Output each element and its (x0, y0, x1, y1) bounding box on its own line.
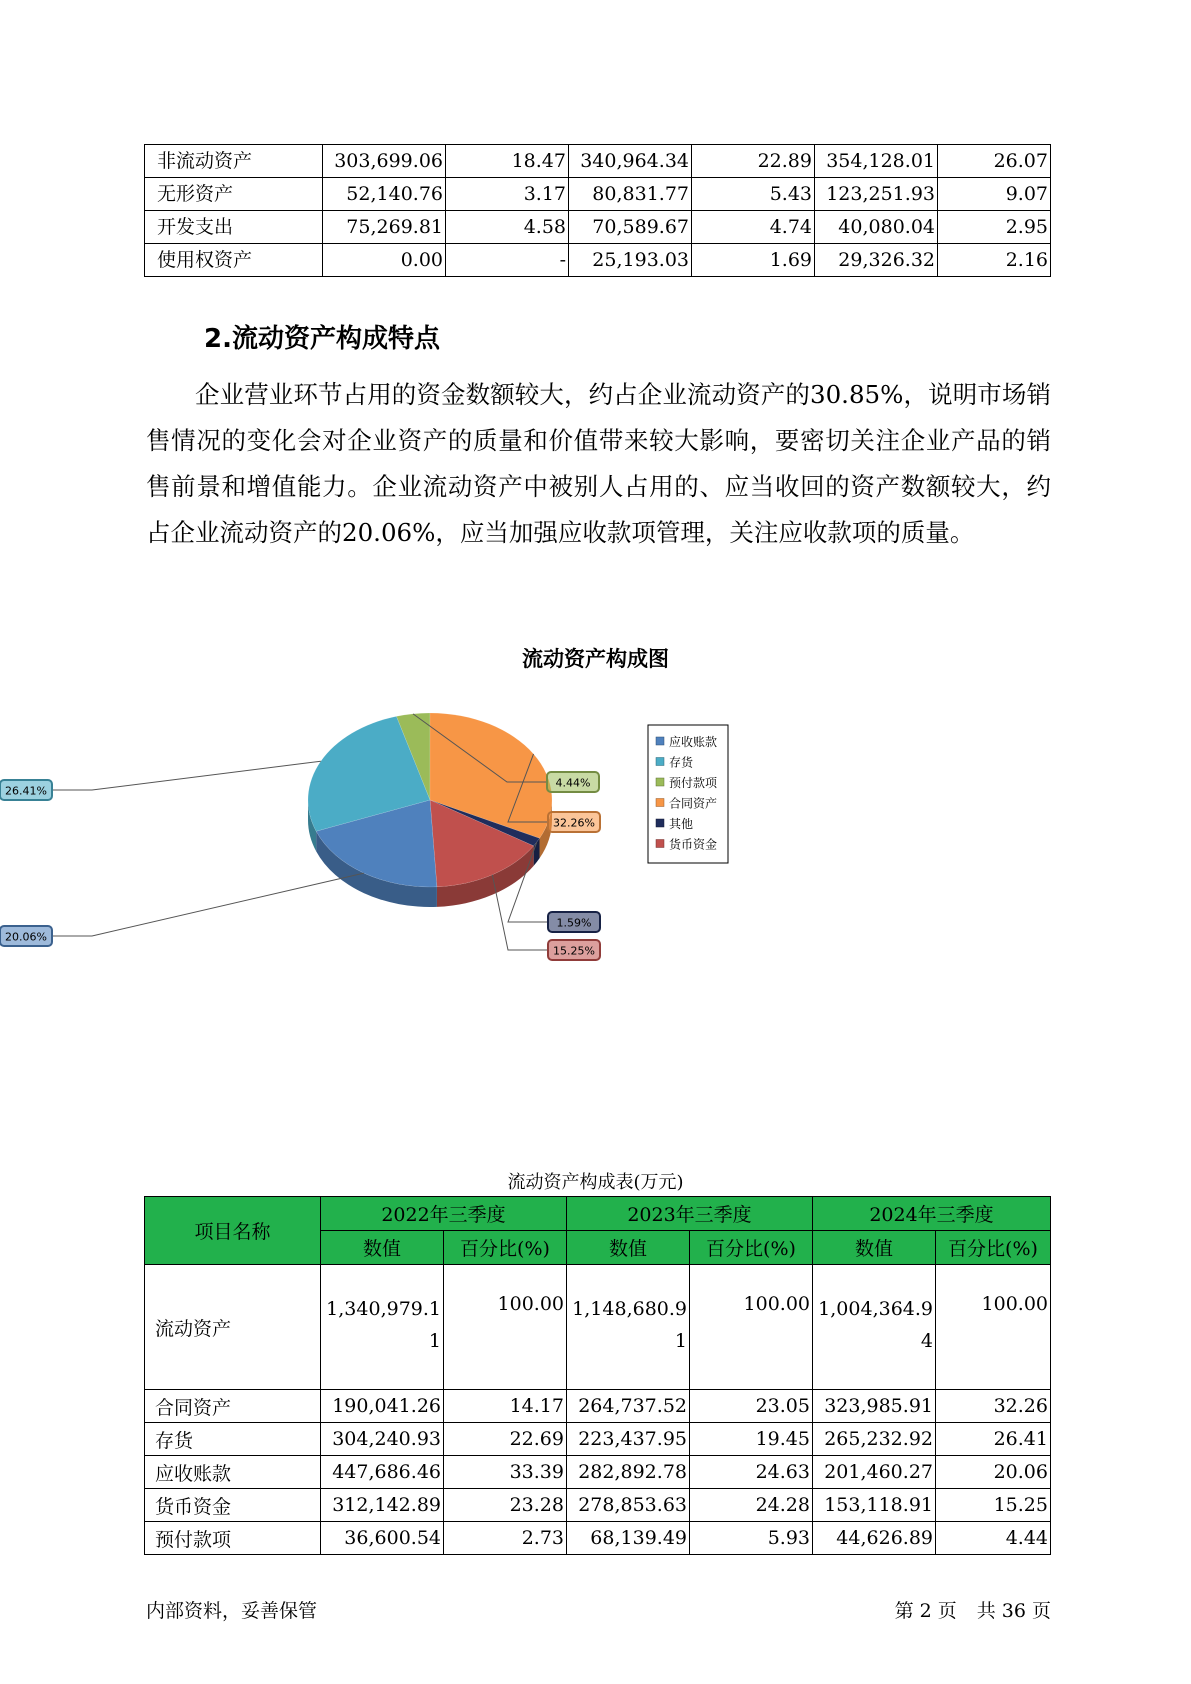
table-row (145, 1390, 1051, 1423)
legend-swatch (656, 799, 664, 807)
cell-value: 201,460.27 (813, 1456, 936, 1489)
cell-percent: 18.47 (446, 145, 569, 178)
cell-value: 40,080.04 (815, 211, 938, 244)
data-label: 26.41% (5, 784, 47, 798)
legend-swatch (656, 840, 664, 848)
cell-value: 190,041.26 (321, 1390, 444, 1423)
cell-percent: - (446, 244, 569, 277)
row-name: 货币资金 (145, 1489, 321, 1522)
header-percent: 百分比(%) (444, 1231, 567, 1265)
cell-value: 265,232.92 (813, 1423, 936, 1456)
legend-entry: 预付款项 (669, 776, 718, 790)
cell-value: 282,892.78 (567, 1456, 690, 1489)
data-label: 15.25% (553, 944, 595, 958)
leader-line (52, 873, 364, 936)
chart-title: 流动资产构成图 (522, 647, 669, 671)
header-percent: 百分比(%) (690, 1231, 813, 1265)
table-row (145, 1265, 1051, 1390)
row-name: 使用权资产 (145, 244, 323, 277)
cell-value: 303,699.06 (323, 145, 446, 178)
row-name: 流动资产 (145, 1265, 321, 1390)
balance-continuation-table (144, 144, 1051, 277)
row-name: 应收账款 (145, 1456, 321, 1489)
page-prefix: 第 (894, 1600, 914, 1622)
section-title: 2.流动资产构成特点 (204, 324, 440, 354)
table-caption: 流动资产构成表(万元) (507, 1172, 684, 1193)
total-suffix: 页 (1031, 1600, 1051, 1622)
header-period: 2024年三季度 (813, 1197, 1051, 1231)
cell-value: 354,128.01 (815, 145, 938, 178)
cell-percent: 4.44 (936, 1522, 1051, 1555)
cell-value: 304,240.93 (321, 1423, 444, 1456)
row-name: 存货 (145, 1423, 321, 1456)
leader-line (52, 761, 321, 790)
data-label: 32.26% (553, 816, 595, 830)
cell-value: 0.00 (323, 244, 446, 277)
legend-swatch (656, 737, 664, 745)
cell-percent: 19.45 (690, 1423, 813, 1456)
cell-percent: 15.25 (936, 1489, 1051, 1522)
cell-percent: 23.28 (444, 1489, 567, 1522)
legend-swatch (656, 778, 664, 786)
cell-value: 278,853.63 (567, 1489, 690, 1522)
data-label: 20.06% (5, 930, 47, 944)
cell-value: 340,964.34 (569, 145, 692, 178)
legend-entry: 其他 (669, 817, 694, 831)
header-row (145, 1197, 1051, 1231)
cell-percent: 2.73 (444, 1522, 567, 1555)
cell-value: 36,600.54 (321, 1522, 444, 1555)
cell-percent: 2.16 (938, 244, 1051, 277)
header-percent: 百分比(%) (936, 1231, 1051, 1265)
cell-percent: 100.00 (690, 1265, 813, 1390)
cell-value: 447,686.46 (321, 1456, 444, 1489)
cell-percent: 26.07 (938, 145, 1051, 178)
table-row (145, 178, 1051, 211)
cell-percent: 1.69 (692, 244, 815, 277)
legend-swatch (656, 819, 664, 827)
table-row (145, 1423, 1051, 1456)
cell-percent: 4.58 (446, 211, 569, 244)
header-value: 数值 (813, 1231, 936, 1265)
legend-entry: 应收账款 (669, 735, 718, 749)
cell-percent: 23.05 (690, 1390, 813, 1423)
row-name: 非流动资产 (145, 145, 323, 178)
cell-percent: 24.63 (690, 1456, 813, 1489)
header-value: 数值 (321, 1231, 444, 1265)
cell-percent: 100.00 (936, 1265, 1051, 1390)
cell-value: 223,437.95 (567, 1423, 690, 1456)
current-assets-pie-chart (5, 700, 810, 960)
paragraph-text: 企业营业环节占用的资金数额较大，约占企业流动资产的30.85%，说明市场销售情况的变化会对企业资产的质量和价值带来较大影响，要密切关注企业产品的销售前景和增值能力。企业流动资产中被别人占用的、应当收回的资产数额较大，约占企业流动资产的20.06%，应当加强应收款项管理，关注应收款项的质量。 (146, 380, 1051, 547)
cell-value: 70,589.67 (569, 211, 692, 244)
legend-entry: 合同资产 (669, 796, 718, 811)
header-period: 2022年三季度 (321, 1197, 567, 1231)
cell-percent: 24.28 (690, 1489, 813, 1522)
cell-percent: 5.43 (692, 178, 815, 211)
cell-percent: 5.93 (690, 1522, 813, 1555)
table-row (145, 1456, 1051, 1489)
legend-entry: 货币资金 (669, 837, 718, 852)
cell-value: 75,269.81 (323, 211, 446, 244)
cell-value: 80,831.77 (569, 178, 692, 211)
cell-value: 123,251.93 (815, 178, 938, 211)
row-name: 预付款项 (145, 1522, 321, 1555)
cell-percent: 26.41 (936, 1423, 1051, 1456)
cell-percent: 14.17 (444, 1390, 567, 1423)
header-item-name: 项目名称 (145, 1197, 321, 1265)
row-name: 开发支出 (145, 211, 323, 244)
cell-percent: 20.06 (936, 1456, 1051, 1489)
cell-percent: 9.07 (938, 178, 1051, 211)
cell-percent: 4.74 (692, 211, 815, 244)
cell-percent: 32.26 (936, 1390, 1051, 1423)
cell-percent: 33.39 (444, 1456, 567, 1489)
cell-value: 1,340,979.11 (321, 1265, 444, 1390)
cell-percent: 3.17 (446, 178, 569, 211)
legend-swatch (656, 758, 664, 766)
data-label: 4.44% (555, 776, 591, 790)
cell-value: 312,142.89 (321, 1489, 444, 1522)
cell-percent: 22.89 (692, 145, 815, 178)
header-value: 数值 (567, 1231, 690, 1265)
data-label: 1.59% (556, 916, 592, 930)
page-current: 2 (919, 1600, 932, 1622)
cell-value: 323,985.91 (813, 1390, 936, 1423)
table-row (145, 145, 1051, 178)
row-name: 合同资产 (145, 1390, 321, 1423)
header-period: 2023年三季度 (567, 1197, 813, 1231)
page-total: 36 (1001, 1600, 1026, 1622)
page-suffix: 页 (937, 1600, 957, 1622)
legend-entry: 存货 (669, 755, 694, 770)
cell-value: 29,326.32 (815, 244, 938, 277)
cell-percent: 100.00 (444, 1265, 567, 1390)
cell-value: 264,737.52 (567, 1390, 690, 1423)
table-row (145, 211, 1051, 244)
body-paragraph (146, 372, 1051, 556)
cell-value: 44,626.89 (813, 1522, 936, 1555)
cell-value: 52,140.76 (323, 178, 446, 211)
page-number (889, 1596, 1051, 1623)
footer-note: 内部资料，妥善保管 (146, 1600, 318, 1622)
table-row (145, 1522, 1051, 1555)
cell-percent: 2.95 (938, 211, 1051, 244)
row-name: 无形资产 (145, 178, 323, 211)
cell-value: 153,118.91 (813, 1489, 936, 1522)
cell-value: 1,004,364.94 (813, 1265, 936, 1390)
table-row (145, 1489, 1051, 1522)
cell-value: 25,193.03 (569, 244, 692, 277)
cell-value: 68,139.49 (567, 1522, 690, 1555)
table-row (145, 244, 1051, 277)
current-assets-table (144, 1196, 1051, 1555)
total-prefix: 共 (976, 1600, 996, 1622)
cell-percent: 22.69 (444, 1423, 567, 1456)
cell-value: 1,148,680.91 (567, 1265, 690, 1390)
